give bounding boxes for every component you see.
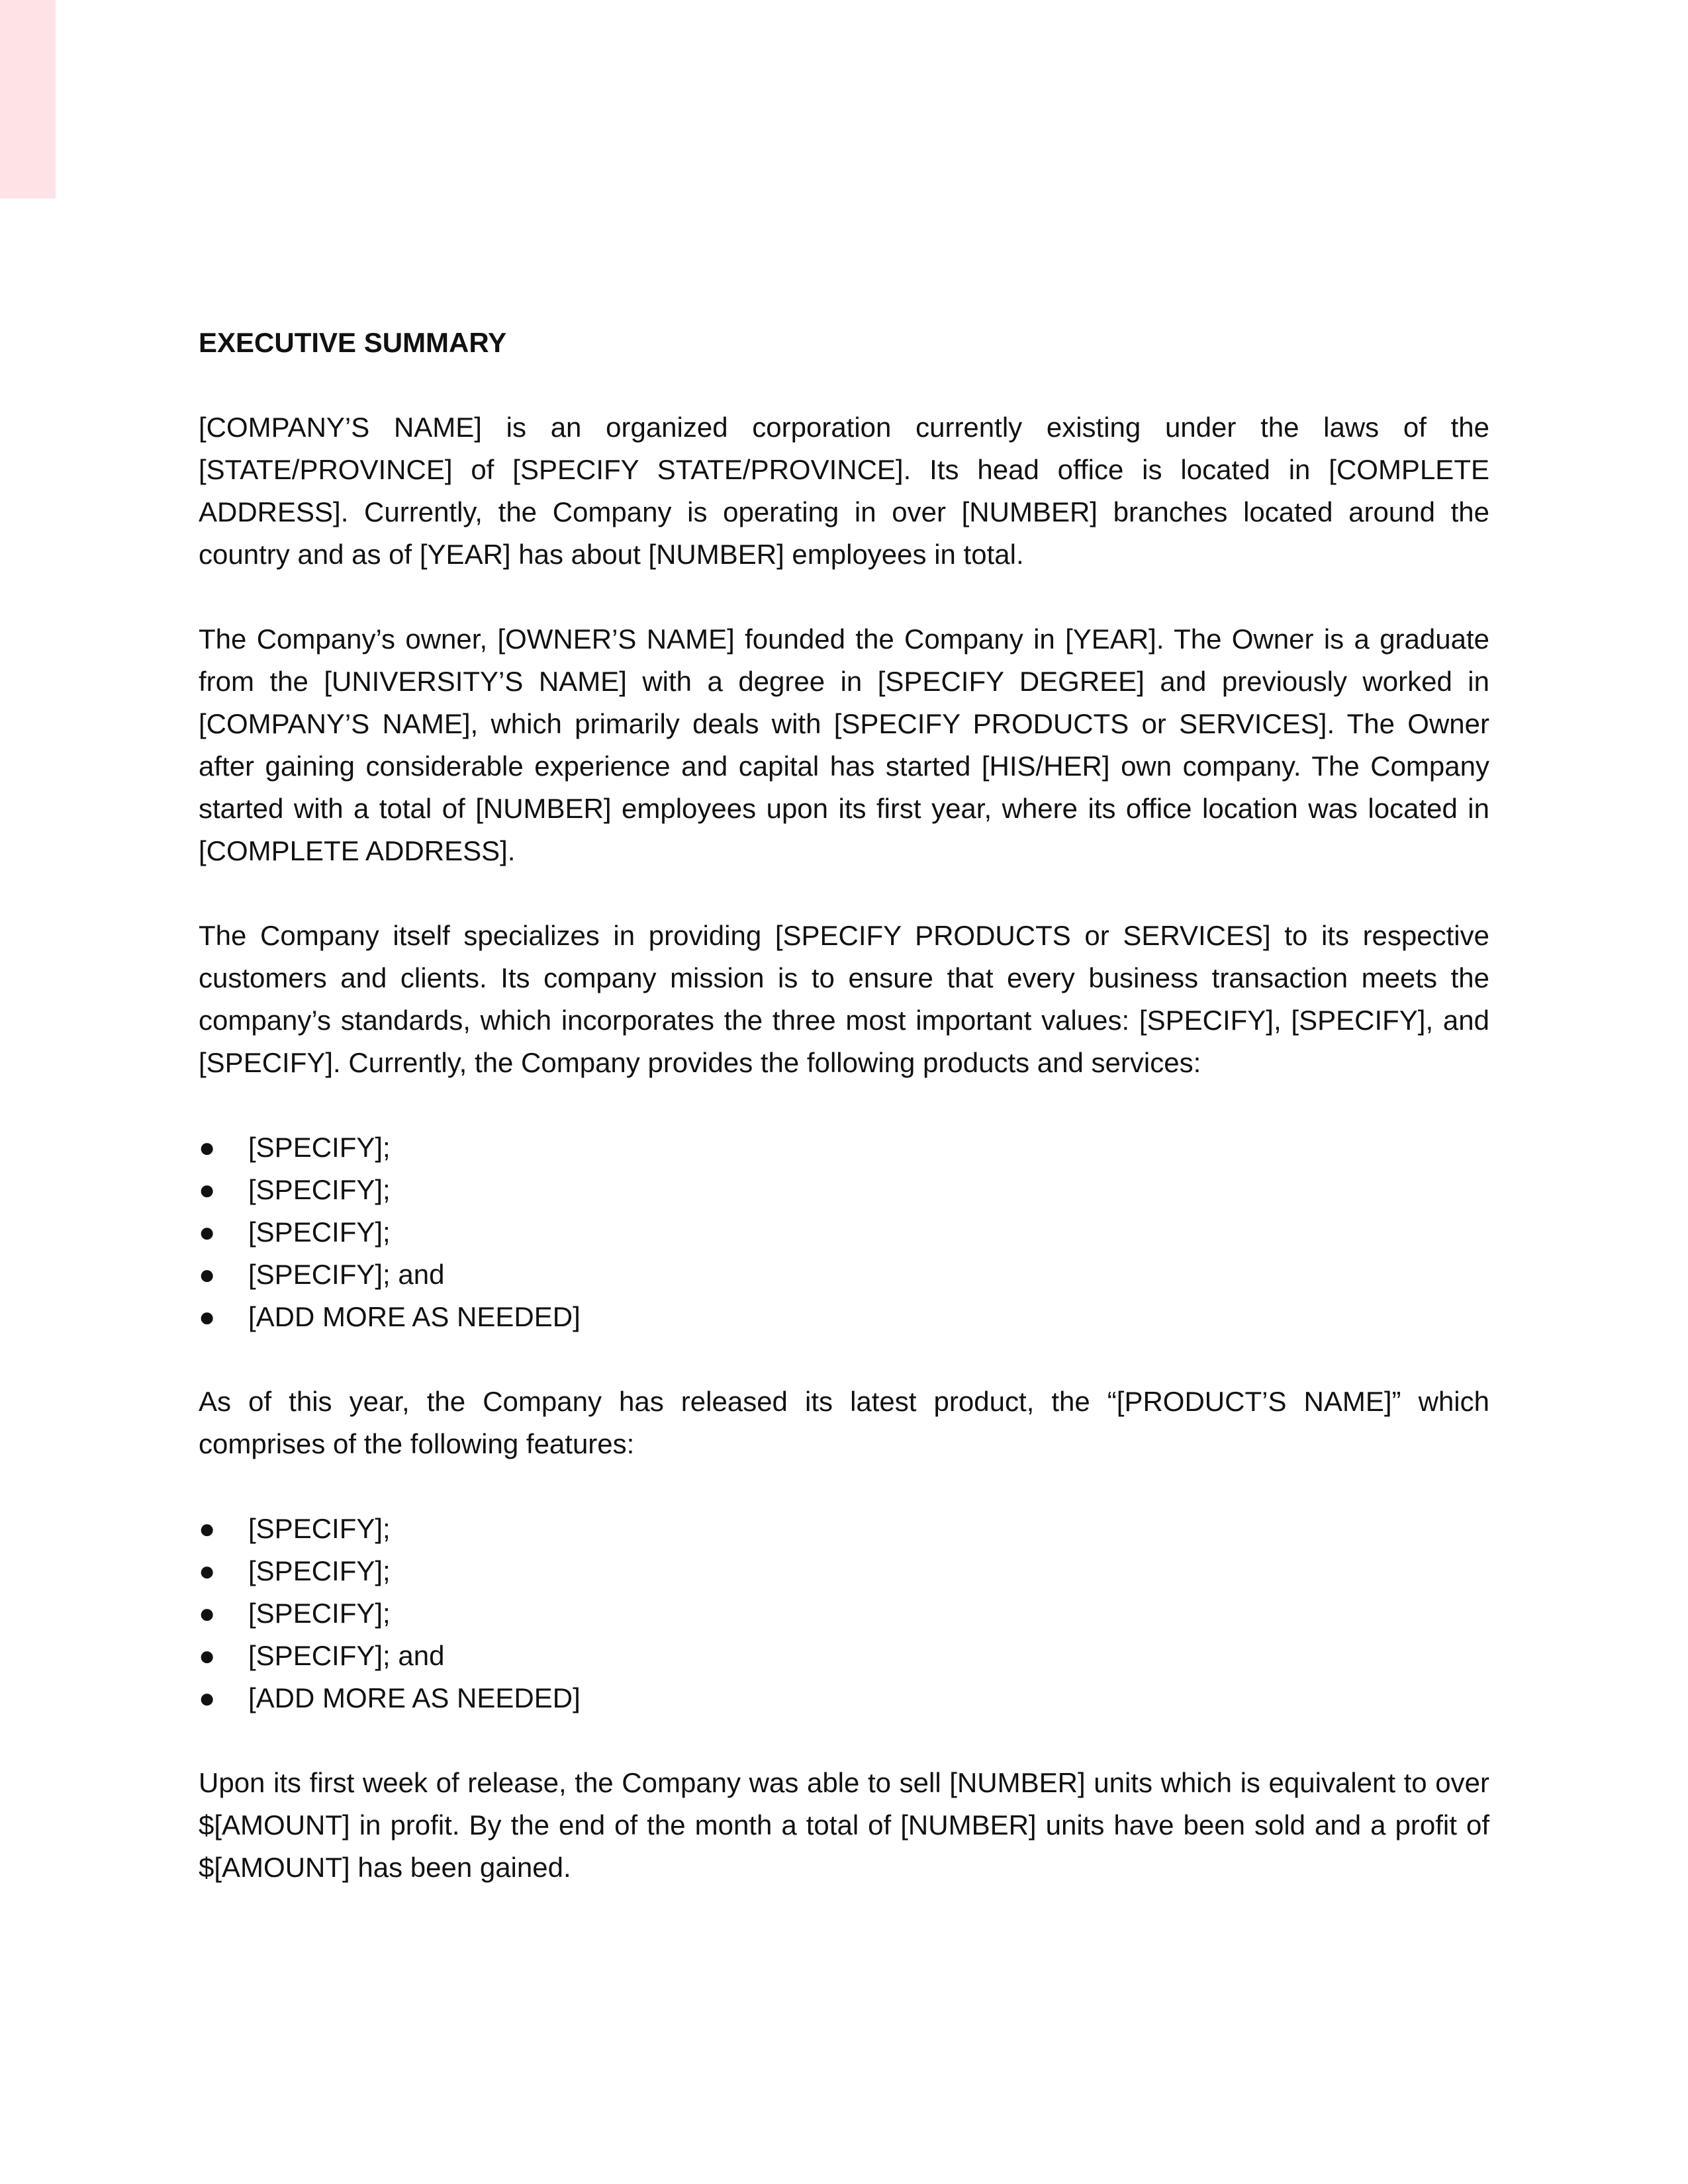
list-item xyxy=(199,1126,1489,1169)
bullet-icon: ● xyxy=(199,1682,216,1713)
document-title: EXECUTIVE SUMMARY xyxy=(199,327,507,358)
list-item-text: [SPECIFY]; xyxy=(248,1513,391,1544)
intro-paragraph-company: [COMPANY’S NAME] is an organized corporation currently existing under the laws of the [STATE/PROVINCE] of [SPECIFY STATE/PROVINCE]. Its head office is located in [COMPLETE ADDRESS]. Currently, the Company is operating in over [NUMBER] branches located around the country and as of [YEAR] has about [NUMBER] employees in total. xyxy=(199,412,1489,570)
bullet-icon: ● xyxy=(199,1555,216,1586)
list-item-text: [ADD MORE AS NEEDED] xyxy=(248,1682,581,1713)
document-body xyxy=(199,322,1489,1889)
bullet-icon: ● xyxy=(199,1598,216,1629)
list-item xyxy=(199,1253,1489,1296)
list-item xyxy=(199,1592,1489,1635)
closing-paragraph: Upon its first week of release, the Company was able to sell [NUMBER] units which is equivalent to over $[AMOUNT] in profit. By the end of the month a total of [NUMBER] units have been sold and a profit of $[AMOUNT] has been gained. xyxy=(199,1767,1489,1883)
list-item xyxy=(199,1635,1489,1677)
corner-tab-decoration xyxy=(0,0,56,199)
list-item-text: [SPECIFY]; xyxy=(248,1174,391,1205)
list-item-text: [SPECIFY]; xyxy=(248,1132,391,1163)
list-item xyxy=(199,1677,1489,1719)
features-list xyxy=(199,1508,1489,1719)
list-item xyxy=(199,1550,1489,1592)
bullet-icon: ● xyxy=(199,1513,216,1544)
list-item-text: [SPECIFY]; and xyxy=(248,1259,445,1290)
bullet-icon: ● xyxy=(199,1216,216,1248)
list-item-text: [SPECIFY]; xyxy=(248,1598,391,1629)
list-item xyxy=(199,1508,1489,1550)
list-item xyxy=(199,1169,1489,1211)
bullet-icon: ● xyxy=(199,1301,216,1332)
list-item xyxy=(199,1211,1489,1253)
list-item xyxy=(199,1296,1489,1338)
list-item-text: [ADD MORE AS NEEDED] xyxy=(248,1301,581,1332)
bullet-icon: ● xyxy=(199,1640,216,1671)
list-item-text: [SPECIFY]; xyxy=(248,1216,391,1248)
intro-paragraph-owner: The Company’s owner, [OWNER’S NAME] founded the Company in [YEAR]. The Owner is a graduate from the [UNIVERSITY’S NAME] with a degree in [SPECIFY DEGREE] and previously worked in [COMPANY’S NAME], which primarily deals with [SPECIFY PRODUCTS or SERVICES]. The Owner after gaining considerable experience and capital has started [HIS/HER] own company. The Company started with a total of [NUMBER] employees upon its first year, where its office location was located in [COMPLETE ADDRESS]. xyxy=(199,623,1489,866)
list-item-text: [SPECIFY]; xyxy=(248,1555,391,1586)
products-services-list xyxy=(199,1126,1489,1338)
bullet-icon: ● xyxy=(199,1132,216,1163)
list-item-text: [SPECIFY]; and xyxy=(248,1640,445,1671)
intro-paragraph-specialization: The Company itself specializes in providing [SPECIFY PRODUCTS or SERVICES] to its respective customers and clients. Its company mission is to ensure that every business transaction meets the company’s standards, which incorporates the three most important values: [SPECIFY], [SPECIFY], and [SPECIFY]. Currently, the Company provides the following products and services: xyxy=(199,920,1489,1078)
bullet-icon: ● xyxy=(199,1174,216,1205)
bullet-icon: ● xyxy=(199,1259,216,1290)
features-intro-paragraph: As of this year, the Company has released its latest product, the “[PRODUCT’S NAME]” which comprises of the following features: xyxy=(199,1386,1489,1459)
